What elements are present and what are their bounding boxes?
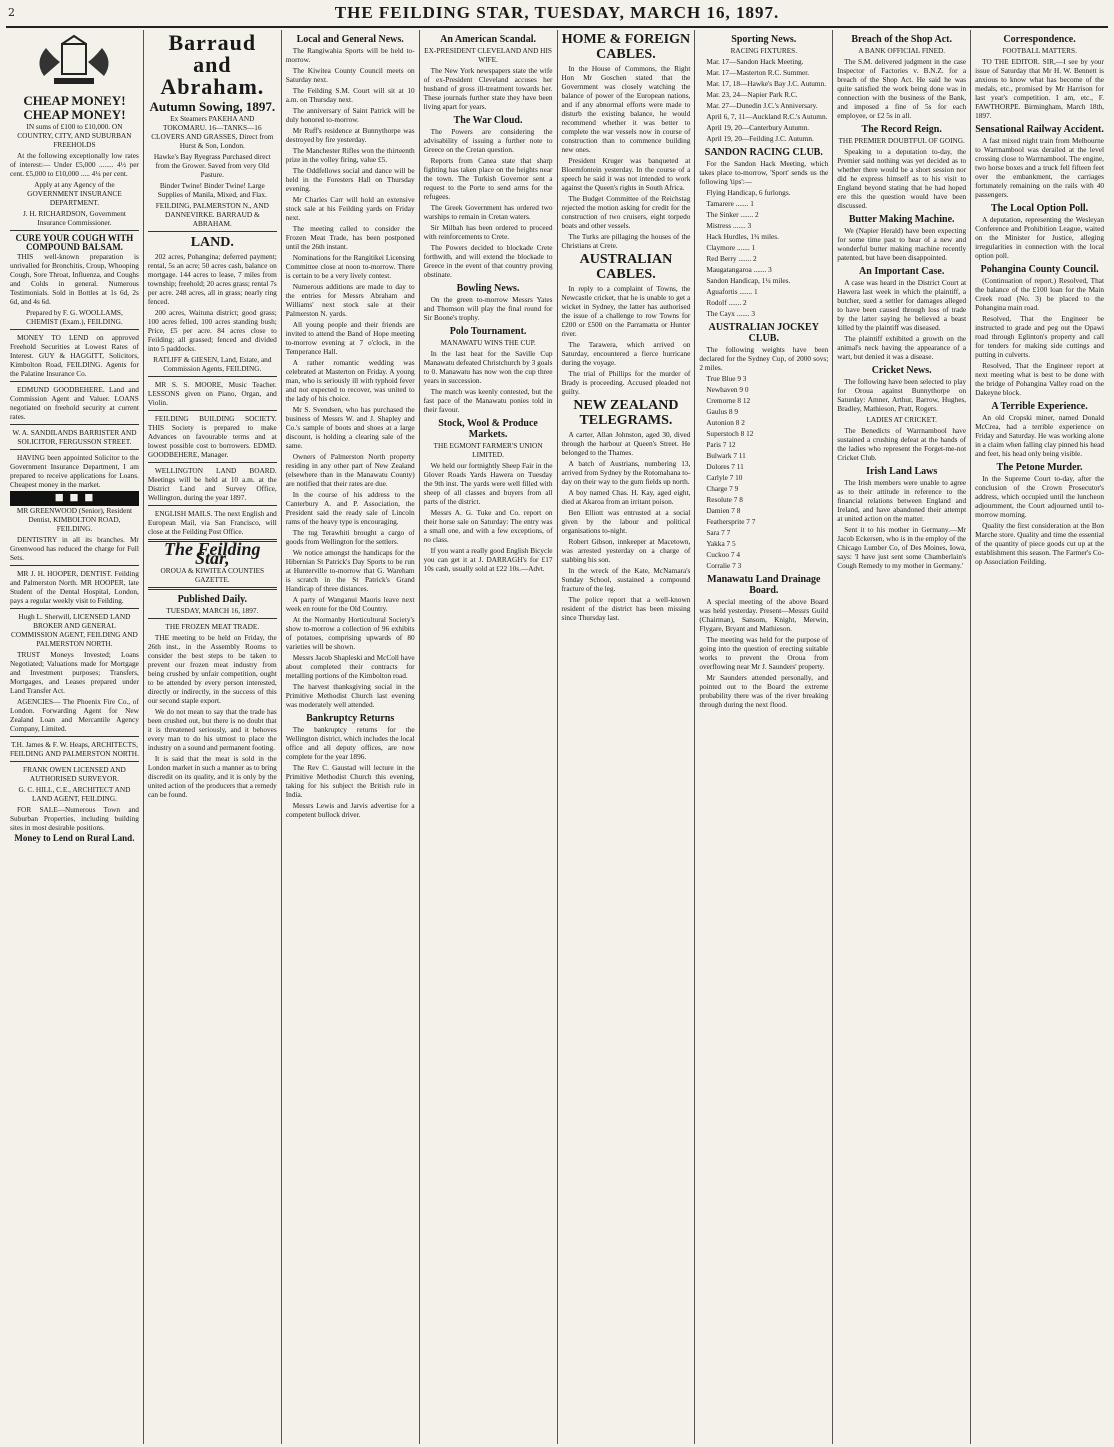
column-8: [971, 30, 1108, 1444]
section-heading: NEW ZEALAND TELEGRAMS.: [573, 398, 679, 428]
section-heading: AUSTRALIAN JOCKEY CLUB.: [708, 322, 819, 344]
article-text: Messrs Jacob Shapleski and McColl have about completed their contracts for metalling portions of the Kimbolton road.: [285, 653, 415, 680]
list-item: Rodolf ....... 2: [706, 298, 747, 307]
section-heading: A Terrible Experience.: [991, 401, 1088, 412]
divider: [10, 329, 139, 330]
ad-text: Hawke's Bay Ryegrass Purchased direct from the Grower. Saved from very Old Pasture.: [153, 152, 271, 179]
article-text: The Powers decided to blockade Crete forthwith, and will extend the blockade to Greece in the event of that country proving obstinate.: [423, 243, 553, 279]
list-item: The Sinker ....... 2: [706, 210, 759, 219]
article-text: The plaintiff exhibited a growth on the animal's neck having the appearance of a wart, but denied it was a disease.: [837, 334, 967, 361]
section-subheading: RACING FIXTURES.: [730, 46, 798, 55]
section-heading: Cricket News.: [871, 365, 932, 376]
section-heading: AUSTRALIAN CABLES.: [579, 252, 673, 282]
article-text: An old Cropski miner, named Donald McCrea, had a terrible experience on Friday and Saturday. He was working alone in a claim when falling clay pinned his head and feet, his head only being visible.: [975, 413, 1104, 458]
article-text: Resolved, That the Engineer be instructed to grade and peg out the Opawi road through Eglinton's property and call for tenders for making side cuttings and putting in culverts.: [975, 314, 1104, 359]
article-text: It is said that the meat is sold in the London market in such a manner as to bring discredit on its quality, and it is only by the united action of the producers that a remedy can be found.: [147, 754, 277, 799]
article-text: Quality the first consideration at the Bon Marche store. Quality and time the essential of the quantity of piece goods cut up at the establishment this season. The Farmer's Co-op Association Feilding.: [975, 521, 1104, 566]
ad-text: ENGLISH MAILS. The next English and European Mail, via San Francisco, will close at the Feilding Post Office.: [147, 509, 277, 536]
article-text: Sent it to his mother in Germany.—Mr Jacob Eckersen, who is in the employ of the Chicago Lumber Co, of Des Moines, Iowa, says: 'I have just sent some Chamberlain's Cough Remedy to my mother in Germany.': [837, 525, 967, 570]
section-subheading: LADIES AT CRICKET.: [866, 415, 937, 424]
list-item: Mar. 23, 24—Napier Park R.C.: [706, 90, 798, 99]
article-text: Sir Milbah has been ordered to proceed with reinforcements to Crete.: [423, 223, 553, 241]
article-text: Mr S. Svendsen, who has purchased the business of Messrs W. and J. Shapley and Co.'s sample of boots and shoes at a large discount, is holding a clearing sale of the same.: [285, 405, 415, 450]
list-item: Sandon Handicap, 1¼ miles.: [706, 276, 791, 285]
article-text: A fast mixed night train from Melbourne to Warrnambool was derailed at the level crossing close to Warrnambool. The engine, two horse boxes and a truck fell fifteen feet over the embankment, the carriages fortunately remaining on the rails with 40 passengers.: [975, 136, 1104, 199]
ad-text: 202 acres, Pohangina; deferred payment; rental, 5s an acre; 50 acres cash, balance on mortgage. 144 acres to lease, 7 miles from township; freehold; 20 acres grass; rental 7s per acre. 248 acres, all in grass; nearly ring fenced.: [147, 252, 277, 306]
article-text: Messrs A. G. Tuke and Co. report on their horse sale on Saturday: The entry was a small one, and with a few exceptions, of no class.: [423, 508, 553, 544]
article-text: The meeting called to consider the Frozen Meat Trade, has been postponed until the 26th instant.: [285, 224, 415, 251]
section-heading: SANDON RACING CLUB.: [704, 147, 823, 158]
article-text: The New York newspapers state the wife of ex-President Cleveland accuses her husband of gross ill-treatment towards her. These journals further state they have been living apart for years.: [423, 66, 553, 111]
section-heading: Sensational Railway Accident.: [975, 124, 1104, 135]
cheap-money-headline: CHEAP MONEY! CHEAP MONEY!: [23, 93, 126, 122]
tips-list: [699, 188, 828, 318]
ad-text: MONEY TO LEND on approved Freehold Securities at Lowest Rates of Interest. GUY & HAGGITT, Solicitors, Kimbolton Road, FEILDING. Agents for the Palatine Insurance Co.: [10, 333, 139, 378]
article-text: The trial of Phillips for the murder of Brady is proceeding. Accused pleaded not guilty.: [561, 369, 691, 396]
section-heading: Breach of the Shop Act.: [851, 34, 953, 45]
article-text: The Manchester Rifles won the thirteenth prize in the volley firing, value £5.: [285, 146, 415, 164]
section-subheading: FOOTBALL MATTERS.: [1002, 46, 1077, 55]
list-item: Superstoch 8 12: [706, 429, 754, 438]
column-7: [833, 30, 971, 1444]
section-heading: An Important Case.: [859, 266, 945, 277]
article-text: Messrs Lewis and Jarvis advertise for a competent bullock driver.: [285, 801, 415, 819]
article-text: Mr Saunders attended personally, and pointed out to the Board the extreme probability there was of the river breaking through during the next flood.: [699, 673, 829, 709]
ad-text: Apply at any Agency of the GOVERNMENT INSURANCE DEPARTMENT.: [27, 180, 122, 207]
list-item: Red Berry ....... 2: [706, 254, 757, 263]
section-heading: Polo Tournament.: [449, 326, 527, 337]
dentistry-banner-icon: ■ ■ ■: [10, 491, 139, 506]
section-subheading: EX-PRESIDENT CLEVELAND AND HIS WIFE.: [424, 46, 552, 64]
list-item: Sara 7 7: [706, 528, 731, 537]
list-item: Gaulus 8 9: [706, 407, 738, 416]
article-text: In the Supreme Court to-day, after the conclusion of the Crown Prosecutor's address, which occupied until the luncheon adjournment, the Court adjourned until to-morrow morning.: [975, 474, 1104, 519]
list-item: Flying Handicap, 6 furlongs.: [706, 188, 791, 197]
ad-text: EDMUND GOODBEHERE. Land and Commission Agent and Valuer. LOANS negotiated on freehold security at current rates.: [10, 385, 139, 421]
divider: [10, 736, 139, 737]
ad-text: THIS well-known preparation is unrivalled for Bronchitis, Croup, Whooping Cough, Sore Throat, Influenza, and Coughs and Colds in general. Numerous Testimonials. Sold in Bottles at 1s 6d, 2s 6d, and 4s 6d.: [10, 252, 139, 306]
section-heading: An American Scandal.: [440, 34, 536, 45]
article-text: For the Sandon Hack Meeting, which takes place to-morrow, 'Sport' sends us the following 'tips':—: [699, 159, 829, 186]
article-text: In the last heat for the Saville Cup Manawatu defeated Christchurch by 3 goals to 0. Manawatu has now won the cup three years in succession.: [423, 349, 553, 385]
divider: [148, 376, 277, 377]
ad-text: FEILDING, PALMERSTON N., AND DANNEVIRKE. BARRAUD & ABRAHAM.: [155, 201, 269, 228]
article-text: A deputation, representing the Wesleyan Conference and Prohibition League, waited on the Minister for Justice, alleging irregularities in connection with the local option poll.: [975, 215, 1104, 260]
article-text: A batch of Austrians, numbering 13, arrived from Sydney by the Rotomahana to-day on their way to the gum fields up north.: [561, 459, 691, 486]
section-heading: Irish Land Laws: [866, 466, 938, 477]
list-item: Newhaven 9 0: [706, 385, 749, 394]
article-text: In reply to a complaint of Towns, the Newcastle cricket, that he is unable to get a wicket in Sydney, the latter has authorised the issue of a challenge to row Towns for £200 or £500 on the Parramatta or Hunter river.: [561, 284, 691, 338]
article-text: A boy named Chas. H. Kay, aged eight, died at Akaroa from an irritant poison.: [561, 488, 691, 506]
ad-text: TRUST Moneys Invested; Loans Negotiated; Valuations made for Mortgage and Investment purposes; Transfers, Mortgages, and Leases prepared under Land Transfer Act.: [10, 650, 139, 695]
paper-date: TUESDAY, MARCH 16, 1897.: [166, 606, 259, 615]
page-number: 2: [8, 6, 15, 19]
section-subheading: MANAWATU WINS THE CUP.: [440, 338, 536, 347]
section-heading: The War Cloud.: [453, 115, 523, 126]
ad-title: Autumn Sowing, 1897.: [149, 99, 276, 114]
list-item: Autonion 8 2: [706, 418, 745, 427]
ad-text: RATLIFF & GIESEN, Land, Estate, and Commission Agents, FEILDING.: [153, 355, 272, 373]
racing-fixtures-list: [699, 57, 828, 143]
ad-text: Prepared by F. G. WOOLLAMS, CHEMIST (Exam.), FEILDING.: [26, 308, 123, 326]
column-1: [6, 30, 144, 1444]
article-text: In the wreck of the Kate, McNamara's Sunday School, sustained a compound fracture of the leg.: [561, 566, 691, 593]
article-text: The following have been selected to play for Oroua against Bunnythorpe on Saturday: Amner, Arthur, Barrow, Hughes, Bradley, Mathieson, Pratt, Rogers.: [837, 377, 967, 413]
ad-text: MR S. S. MOORE, Music Teacher. LESSONS given on Piano, Organ, and Violin.: [147, 380, 277, 407]
list-item: April 19, 20—Feilding J.C. Autumn.: [706, 134, 814, 143]
ad-text: IN sums of £100 to £10,000. ON COUNTRY, CITY, AND SUBURBAN FREEHOLDS: [17, 122, 132, 149]
page-title: THE FEILDING STAR, TUESDAY, MARCH 16, 1897.: [334, 3, 780, 22]
section-heading: HOME & FOREIGN CABLES.: [561, 32, 691, 62]
article-text: Mr Ruff's residence at Bunnythorpe was destroyed by fire yesterday.: [285, 126, 415, 144]
divider: [148, 231, 277, 232]
list-item: True Blue 9 3: [706, 374, 747, 383]
section-heading: Pohangina County Council.: [980, 264, 1099, 275]
ad-text: J. H. RICHARDSON, Government Insurance Commissioner.: [22, 209, 126, 227]
list-item: Mar. 17—Masterton R.C. Summer.: [706, 68, 810, 77]
article-text: All young people and their friends are invited to attend the Band of Hope meeting to-morrow evening at 7 o'clock, in the Temperance Hall.: [285, 320, 415, 356]
article-text: The Powers are considering the advisability of issuing a further note to Greece on the Cretan question.: [423, 127, 553, 154]
list-item: Damien 7 8: [706, 506, 741, 515]
article-text: The Rev C. Gaustad will lecture in the Primitive Methodist Church this evening, taking for his subject the British rule in India.: [285, 763, 415, 799]
divider: [148, 462, 277, 463]
divider: [148, 618, 277, 619]
article-text: President Kruger was banqueted at Bloemfontein yesterday. In the course of a speech he said it was not intended to work against the Queen's rights in South Africa.: [561, 156, 691, 192]
article-text: The Tarawera, which arrived on Saturday, encountered a fierce hurricane during the voyage.: [561, 340, 691, 367]
list-item: Claymore ....... 1: [706, 243, 756, 252]
article-text: The Oddfellows social and dance will be held in the Foresters Hall on Thursday evening.: [285, 166, 415, 193]
masthead: [6, 0, 1108, 28]
article-text: Owners of Palmerston North property residing in any other part of New Zealand (elsewhere than in the Manawatu County) are notified that their rates are due.: [285, 452, 415, 488]
section-heading: The Local Option Poll.: [990, 203, 1089, 214]
ad-text: HAVING been appointed Solicitor to the Government Insurance Department, I am prepared to receive applications for Loans. Cheapest money in the market.: [10, 453, 139, 489]
divider: [10, 424, 139, 425]
ad-text: DENTISTRY in all its branches. Mr Greenwood has reduced the charge for Full Sets.: [10, 535, 139, 562]
divider: [148, 410, 277, 411]
article-text: Reports from Canea state that sharp fighting has taken place on the heights near the town. The Turkish Governor sent a request to the Porte to send arms for the refugees.: [423, 156, 553, 201]
article-text: In the House of Commons, the Right Hon Mr Goschen stated that the Government was closely watching the balance of power of the European nations, and if any abnormal efforts were made to disturb the existing balance, he would recommend whether it was better to complete the war vessels now in course of construction than to commence building new ones.: [561, 64, 691, 154]
ad-text: Hugh L. Sherwill, LICENSED LAND BROKER AND GENERAL COMMISSION AGENT, FEILDING AND PALMERSTON NORTH.: [11, 612, 138, 648]
divider: [10, 381, 139, 382]
paper-title: The Feilding Star,: [164, 539, 261, 568]
article-text: We do not mean to say that the trade has been crushed out, but there is no doubt that it is threatened seriously, and it behoves every man to do his utmost to place the industry on a sound and permanent footing.: [147, 707, 277, 752]
section-subheading: A BANK OFFICIAL FINED.: [858, 46, 946, 55]
ad-text: 200 acres, Waituna district; good grass; 100 acres felled, 100 acres standing bush; Price, £5 per acre. 84 acres close to Feilding; all grassed; fenced and divided into 5 paddocks.: [147, 308, 277, 353]
column-3: [282, 30, 420, 1444]
article-text: (Continuation of report.) Resolved, That the balance of the £100 loan for the Main Creek road (No. 3) be placed to the Pohangina main road.: [975, 276, 1104, 312]
ad-text: WELLINGTON LAND BOARD. Meetings will be held at 10 a.m. at the District Land and Survey Office, Wellington, during the year 1897.: [147, 466, 277, 502]
article-text: The Kiwitea County Council meets on Saturday next.: [285, 66, 415, 84]
section-heading: Manawatu Land Drainage Board.: [707, 574, 821, 596]
ad-text: At the following exceptionally low rates of interest:— Under £5,000 ........ 4½ per cent. £5,000 to £10,000 ..... 4¼ per cent.: [10, 151, 139, 178]
ad-text: FOR SALE—Numerous Town and Suburban Properties, including building sites in most desirable positions.: [10, 805, 139, 832]
ad-text: FRANK OWEN LICENSED AND AUTHORISED SURVEYOR.: [23, 765, 126, 783]
section-heading: Correspondence.: [1003, 34, 1076, 45]
ad-text: AGENCIES— The Phoenix Fire Co., of London. Forwarding Agent for New Zealand Loan and Mercantile Agency Company, Limited.: [10, 697, 139, 733]
section-heading: Stock, Wool & Produce Markets.: [438, 418, 538, 440]
article-text: THE meeting to be held on Friday, the 26th inst., in the Assembly Rooms to consider the best steps to be taken to prevent our frozen meat industry from being crushed by unfair competition, ought to be attended by every person interested, directly or indirectly, in the success of this our second staple export.: [147, 633, 277, 705]
list-item: Dolores 7 11: [706, 462, 744, 471]
article-text: The Turks are pillaging the houses of the Christians at Crete.: [561, 232, 691, 250]
article-text: A special meeting of the above Board was held yesterday. Present—Messrs Guild (Chairman), Sansom, Knight, Merwin, Flygare, Bryant and Mathieson.: [699, 597, 829, 633]
paper-published: Published Daily.: [177, 594, 248, 605]
ad-title: Money to Lend on Rural Land.: [14, 833, 135, 843]
ad-text: Binder Twine! Binder Twine! Large Supplies of Manila, Mixed, and Flax.: [157, 181, 267, 199]
section-heading: The Record Reign.: [861, 124, 942, 135]
section-heading: Butter Making Machine.: [848, 214, 955, 225]
column-6: [695, 30, 833, 1444]
article-text: The following weights have been declared for the Sydney Cup, of 2000 sovs; 2 miles.: [699, 345, 829, 372]
article-text: The match was keenly contested, but the fast pace of the Manawatu ponies told in their favour.: [423, 387, 553, 414]
list-item: Yakka 7 5: [706, 539, 736, 548]
ad-text: W. A. SANDILANDS BARRISTER AND SOLICITOR, FERGUSSON STREET.: [12, 428, 137, 446]
list-item: Maugatangaroa ....... 3: [706, 265, 772, 274]
article-text: The Irish members were unable to agree as to their attitude in reference to the financial relations between England and Ireland, and have abandoned their attempt at united action on the matter.: [837, 478, 967, 523]
article-text: Ben Elliott was entrusted at a social given by the labour and political organisations to-night.: [561, 508, 691, 535]
column-5: [558, 30, 696, 1444]
article-text: The Greek Government has ordered two warships to remain in Cretan waters.: [423, 203, 553, 221]
newspaper-columns: [6, 30, 1108, 1444]
article-text: The Rangiwahia Sports will be held to-morrow.: [285, 46, 415, 64]
list-item: Feathersprite 7 7: [706, 517, 756, 526]
section-subheading: THE EGMONT FARMER'S UNION LIMITED.: [433, 441, 543, 459]
list-item: Mar. 27—Dunedin J.C.'s Anniversary.: [706, 101, 818, 110]
leader-title: THE FROZEN MEAT TRADE.: [165, 622, 260, 631]
coat-of-arms-icon: [16, 32, 132, 92]
article-text: The meeting was held for the purpose of going into the question of erecting suitable works to prevent the Oroua from overflowing near Mr J. Saunders' property.: [699, 635, 829, 671]
ad-text: MR GREENWOOD (Senior), Resident Dentist, KIMBOLTON ROAD, FEILDING.: [16, 506, 132, 533]
article-text: The S.M. delivered judgment in the case Inspector of Factories v. B.N.Z. for a breach of the Shop Act. He said he was quite satisfied the work being done was in connection with the business of the Bank, and imposed a fine of 5s for each employee, or £2 5s in all.: [837, 57, 967, 120]
ad-title: CURE YOUR COUGH WITH COMPOUND BALSAM.: [15, 233, 134, 252]
article-text: Robert Gibson, innkeeper at Macetown, was arrested yesterday on a charge of stabbing his son.: [561, 537, 691, 564]
article-text: A rather romantic wedding was celebrated at Masterton on Friday. A young man, who is seriously ill with typhoid fever and not expected to recover, was united to the lady of his choice.: [285, 358, 415, 403]
column-4: [420, 30, 558, 1444]
article-text: Nominations for the Rangitikei Licensing Committee close at noon to-morrow. There is certain to be a very lively contest.: [285, 253, 415, 280]
article-text: A party of Wanganui Maoris leave next week en route for the Old Country.: [285, 595, 415, 613]
ad-text: FEILDING BUILDING SOCIETY. THIS Society is prepared to make Advances on favourable terms and at lowest possible cost to borrowers. EDMD. GOODBEHERE, Manager.: [147, 414, 277, 459]
article-text: A carter, Allan Johnston, aged 30, dived through the harbour at Queen's Street. He belonged to the Thames.: [561, 430, 691, 457]
article-text: Speaking to a deputation to-day, the Premier said nothing was yet decided as to whether there would be a short session nor did he express himself as to his visit to England beyond stating that he had hoped ere this the question would have been discussed.: [837, 147, 967, 210]
list-item: Resolute 7 8: [706, 495, 743, 504]
divider: [10, 608, 139, 609]
list-item: Mar. 17—Sandon Hack Meeting.: [706, 57, 804, 66]
divider: [148, 505, 277, 506]
section-heading: Bowling News.: [456, 283, 520, 294]
list-item: Paris 7 12: [706, 440, 736, 449]
divider: [10, 761, 139, 762]
divider: [10, 230, 139, 231]
article-text: A case was heard in the District Court at Hawera last week in which the plaintiff, a butcher, sued a settler for damages alleged to have been caused through loss of trade by the latter saying he believed a beast killed by the plaintiff was diseased.: [837, 278, 967, 332]
list-item: Charge 7 9: [706, 484, 739, 493]
article-text: If you want a really good English Bicycle you can get it at J. DARRAGH's for £17 10s cash, usually sold at £22 10s.—Advt.: [423, 546, 553, 573]
article-text: The Feilding S.M. Court will sit at 10 a.m. on Thursday next.: [285, 86, 415, 104]
divider: [10, 449, 139, 450]
section-subheading: THE PREMIER DOUBTFUL OF GOING.: [838, 136, 965, 145]
list-item: Carlyle 7 10: [706, 473, 743, 482]
list-item: Mar. 17, 18—Hawke's Bay J.C. Autumn.: [706, 79, 827, 88]
list-item: April 19, 20—Canterbury Autumn.: [706, 123, 810, 132]
section-heading: LAND.: [190, 235, 234, 250]
list-item: Tamarere ....... 1: [706, 199, 754, 208]
article-text: The Benedicts of Warrnambool have sustained a crushing defeat at the hands of the ladies who represent the Forget-me-not Cricket Club.: [837, 426, 967, 462]
divider: [10, 565, 139, 566]
list-item: Mistress ....... 3: [706, 221, 752, 230]
article-text: The harvest thanksgiving social in the Primitive Methodist Church last evening was moderately well attended.: [285, 682, 415, 709]
list-item: Bulwark 7 11: [706, 451, 746, 460]
article-text: The police report that a well-known resident of the district has been missing since Thursday last.: [561, 595, 691, 622]
list-item: Corralie 7 3: [706, 561, 742, 570]
ad-text: T.H. James & F. W. Heaps, ARCHITECTS, FEILDING AND PALMERSTON NORTH.: [10, 740, 139, 758]
article-text: The Budget Committee of the Reichstag rejected the motion asking for credit for the construction of two cruisers, eight torpedo boats and other vessels.: [561, 194, 691, 230]
column-2: [144, 30, 282, 1444]
article-text: TO THE EDITOR. SIR,—I see by your issue of Saturday that Mr H. W. Bennett is anxious to know what has become of the medals, etc., promised by Mr Harrison for last year's competition. I am, etc., F. FAWTHORPE. Birmingham, March 18th, 1897.: [975, 57, 1104, 120]
section-heading: The Petone Murder.: [996, 462, 1083, 473]
ad-text: MR J. H. HOOPER, DENTIST. Feilding and Palmerston North. MR HOOPER, late Student of the Dental Hospital, London, pays a regular weekly visit to Feilding.: [10, 569, 139, 605]
article-text: Numerous additions are made to day to the entries for Messrs Abraham and Williams' next stock sale at their Palmerston N. yards.: [285, 282, 415, 318]
ad-text: Ex Steamers PAKEHA AND TOKOMARU. 16—TANKS—16 CLOVERS AND GRASSES, Direct from Hurst & Son, London.: [151, 114, 274, 150]
ad-text: G. C. HILL, C.E., ARCHITECT AND LAND AGENT, FEILDING.: [18, 785, 131, 803]
list-item: Aguafortis ....... 1: [706, 287, 758, 296]
section-heading: Local and General News.: [296, 34, 404, 45]
list-item: Cremorne 8 12: [706, 396, 751, 405]
article-text: In the course of his address to the Canterbury A. and P. Association, the President said the ready sale of Lincoln rams of the heavy type is encouraging.: [285, 490, 415, 526]
article-text: At the Normanby Horticultural Society's show to-morrow a collection of 96 exhibits of potatoes, comprising upwards of 80 varieties will be shown.: [285, 615, 415, 651]
article-text: Mr Charles Carr will hold an extensive stock sale at his Feilding yards on Friday next.: [285, 195, 415, 222]
advert-headline: Barraud and Abraham.: [160, 30, 265, 99]
article-text: The anniversary of Saint Patrick will be duly honored to-morrow.: [285, 106, 415, 124]
article-text: We held our fortnightly Sheep Fair in the Glover Roads Yards Hawera on Tuesday the 9th inst. The yards were well filled with sheep of all classes and buyers from all parts of the district.: [423, 461, 553, 506]
list-item: Hack Hurdles, 1¾ miles.: [706, 232, 779, 241]
list-item: Cuckoo 7 4: [706, 550, 741, 559]
list-item: The Cayx ....... 3: [706, 309, 756, 318]
divider: [148, 587, 277, 590]
article-text: The tug Terawhiti brought a cargo of goods from Wellington for the settlers.: [285, 528, 415, 546]
article-text: The bankruptcy returns for the Wellington district, which includes the local office and all deputy offices, are now complete for the year 1896.: [285, 725, 415, 761]
weights-list: [699, 374, 828, 570]
article-text: Resolved, That the Engineer report at next meeting what is best to be done with the bridge of Pohangina Valley road on the Dakeyne block.: [975, 361, 1104, 397]
article-text: We notice amongst the handicaps for the Hibernian St Patrick's Day Sports to be run at Hunterville to-morrow that G. Wareham is scratch in the St Patrick's Grand Handicap of three distances.: [285, 548, 415, 593]
section-heading: Sporting News.: [731, 34, 797, 45]
article-text: We (Napier Herald) have been expecting for some time past to hear of a new and wonderful butter making machine recently patented, but have been disappointed.: [837, 226, 967, 262]
article-text: On the green to-morrow Messrs Yates and Thomson will play the final round for Sir Boone's trophy.: [423, 295, 553, 322]
list-item: April 6, 7, 11—Auckland R.C.'s Autumn.: [706, 112, 828, 121]
section-heading: Bankruptcy Returns: [306, 713, 395, 724]
paper-subtitle: OROUA & KIWITEA COUNTIES GAZETTE.: [160, 566, 265, 584]
